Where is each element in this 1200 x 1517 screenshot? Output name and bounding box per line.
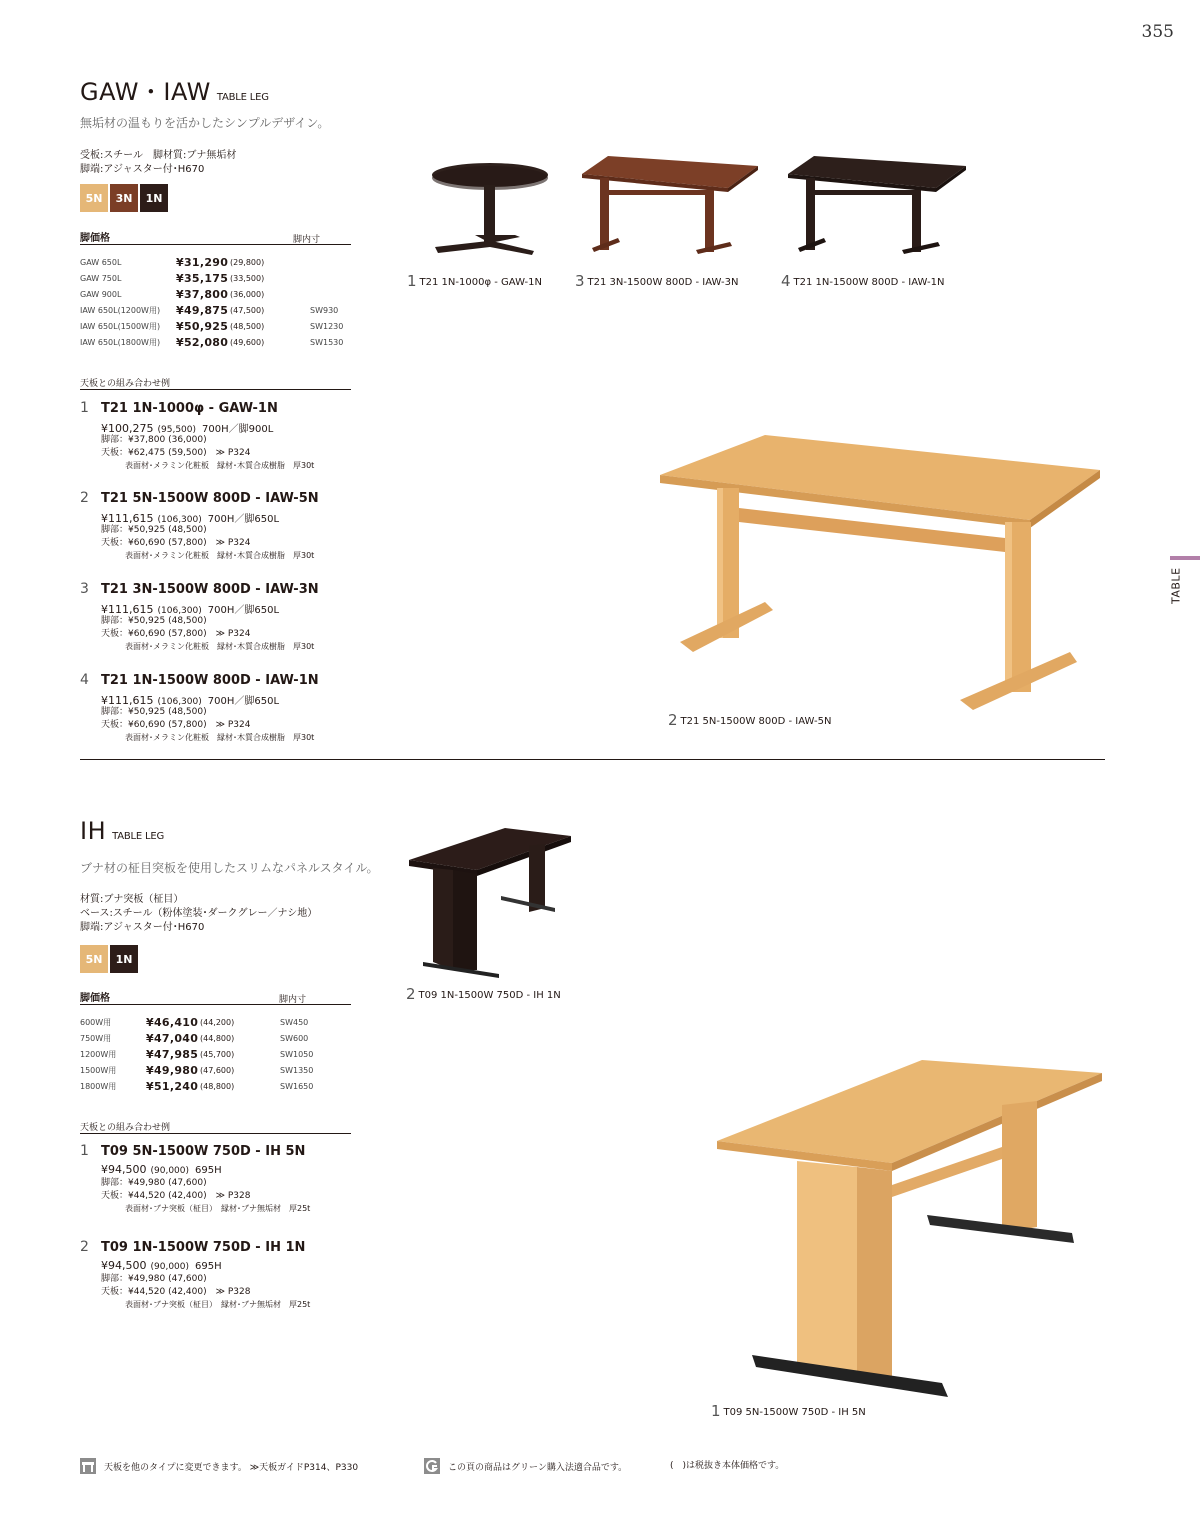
- row-code: SW600: [280, 1033, 309, 1043]
- price-row: [80, 302, 351, 318]
- footer-note-text: 天板を他のタイプに変更できます。 ≫天板ガイドP314、P330: [104, 1462, 359, 1473]
- row-code: SW450: [280, 1017, 309, 1027]
- combo-tax: (106,300): [157, 697, 202, 707]
- price-row: [80, 1030, 351, 1046]
- caption-text: T21 1N-1000φ - GAW-1N: [419, 277, 542, 288]
- combo-price-line: [101, 1163, 222, 1176]
- gaw-combo-2: [80, 490, 360, 570]
- price-row: [80, 334, 351, 350]
- row-code: SW1230: [310, 321, 344, 331]
- rect-table-1n-image: [784, 150, 974, 260]
- combo-price: ¥111,615: [101, 603, 154, 616]
- footer-note-text: ( )は税抜き本体価格です。: [670, 1461, 785, 1471]
- combo-top-price: 天板：¥44,520 (42,400) ≫ P328: [101, 1287, 251, 1297]
- inner-head: 脚内寸: [279, 995, 307, 1005]
- combo-leg-price: 脚部：¥50,925 (48,500): [101, 525, 207, 535]
- combo-number: 4: [80, 672, 89, 688]
- ih-price-table: [80, 1014, 351, 1094]
- row-tax: (48,500): [230, 321, 265, 331]
- row-tax: (44,200): [200, 1017, 235, 1027]
- ih-title: [80, 817, 164, 845]
- combo-top-price: 天板：¥62,475 (59,500) ≫ P324: [101, 448, 251, 458]
- row-price: ¥52,080: [176, 335, 229, 349]
- combo-material: 表面材･ブナ突板（柾目） 縁材･ブナ無垢材 厚25t: [125, 1204, 311, 1213]
- ih-spec-line: 脚端:アジャスター付･H670: [80, 922, 205, 933]
- swatch-3n: 3N: [110, 184, 138, 212]
- ih-catchphrase: ブナ材の柾目突板を使用したスリムなパネルスタイル。: [80, 861, 379, 875]
- ih-color-swatches: [80, 945, 138, 973]
- row-price: ¥47,040: [146, 1031, 199, 1045]
- gaw-price-table-header: [80, 229, 351, 245]
- row-code: SW930: [310, 305, 339, 315]
- row-code: SW1350: [280, 1065, 314, 1075]
- combo-leg-price: 脚部：¥50,925 (48,500): [101, 707, 207, 717]
- ih-subtitle: TABLE LEG: [112, 831, 165, 842]
- gaw-combo-4: [80, 672, 360, 752]
- row-name: 1800W用: [80, 1081, 117, 1091]
- combo-price-line: [101, 1259, 222, 1272]
- row-price: ¥31,290: [176, 255, 229, 269]
- combo-number: 1: [80, 1143, 89, 1159]
- ih-table-light-image: [712, 1055, 1107, 1405]
- swatch-5n: 5N: [80, 184, 108, 212]
- side-index-tab: [1170, 556, 1200, 560]
- combo-size: 700H／脚650L: [207, 696, 280, 707]
- caption-number: 2: [406, 985, 416, 1003]
- gaw-spec: [80, 149, 236, 177]
- combo-size: 700H／脚900L: [202, 424, 274, 435]
- ih-spec: [80, 893, 317, 935]
- combo-title: T21 5N-1500W 800D - IAW-5N: [101, 491, 319, 506]
- caption-iaw-4: [781, 272, 944, 290]
- gaw-catchphrase: 無垢材の温もりを活かしたシンプルデザイン。: [80, 116, 330, 130]
- gaw-combo-1: [80, 400, 360, 480]
- footer-note-tax: [670, 1458, 784, 1471]
- side-index-label: TABLE: [1169, 567, 1183, 605]
- price-row: [80, 270, 351, 286]
- caption-text: T09 1N-1500W 750D - IH 1N: [418, 990, 561, 1001]
- row-price: ¥37,800: [176, 287, 229, 301]
- combo-tax: (106,300): [157, 515, 202, 525]
- combo-size: 695H: [195, 1261, 222, 1272]
- caption-number: 4: [781, 272, 791, 290]
- row-name: 750W用: [80, 1033, 112, 1043]
- caption-gaw-1: [407, 272, 542, 290]
- ih-combo-1: [80, 1143, 360, 1223]
- gaw-spec-line: 受板:スチール 脚材質:ブナ無垢材: [80, 150, 237, 161]
- row-name: IAW 650L(1500W用): [80, 321, 161, 331]
- price-row: [80, 1062, 351, 1078]
- gaw-color-swatches: [80, 184, 168, 212]
- row-tax: (45,700): [200, 1049, 235, 1059]
- row-tax: (44,800): [200, 1033, 235, 1043]
- caption-iaw-2: [668, 711, 831, 729]
- price-row: [80, 1014, 351, 1030]
- swatch-5n: 5N: [80, 945, 108, 973]
- combo-leg-price: 脚部：¥50,925 (48,500): [101, 616, 207, 626]
- combo-number: 1: [80, 400, 89, 416]
- combo-top-price: 天板：¥60,690 (57,800) ≫ P324: [101, 720, 251, 730]
- ih-spec-line: ベース:スチール（粉体塗装･ダークグレー／ナシ地）: [80, 908, 318, 919]
- ih-title-text: IH: [80, 817, 107, 845]
- caption-number: 2: [668, 711, 678, 729]
- combo-top-price: 天板：¥60,690 (57,800) ≫ P324: [101, 538, 251, 548]
- price-row: [80, 1078, 351, 1094]
- round-table-dark-image: [420, 155, 560, 265]
- combo-title: T21 3N-1500W 800D - IAW-3N: [101, 582, 319, 597]
- row-tax: (47,500): [230, 305, 265, 315]
- table-top-change-icon: [80, 1458, 96, 1474]
- rect-table-5n-image: [655, 430, 1105, 715]
- price-row: [80, 254, 351, 270]
- price-row: [80, 286, 351, 302]
- combo-price-line: [101, 692, 279, 707]
- ih-price-table-header: [80, 989, 351, 1005]
- caption-number: 1: [407, 272, 417, 290]
- row-tax: (49,600): [230, 337, 265, 347]
- combo-tax: (95,500): [157, 425, 197, 435]
- combo-size: 695H: [195, 1165, 222, 1176]
- caption-text: T21 3N-1500W 800D - IAW-3N: [587, 277, 739, 288]
- combo-material: 表面材･ブナ突板（柾目） 縁材･ブナ無垢材 厚25t: [125, 1300, 311, 1309]
- gaw-subtitle: TABLE LEG: [216, 92, 269, 103]
- combo-price-line: [101, 601, 279, 616]
- caption-ih-2: [406, 985, 561, 1003]
- caption-number: 1: [711, 1402, 721, 1420]
- caption-number: 3: [575, 272, 585, 290]
- ih-combo-2: [80, 1239, 360, 1319]
- swatch-1n: 1N: [110, 945, 138, 973]
- row-price: ¥47,985: [146, 1047, 199, 1061]
- row-price: ¥35,175: [176, 271, 229, 285]
- combo-title: T21 1N-1500W 800D - IAW-1N: [101, 673, 319, 688]
- footer-note-green: [424, 1458, 627, 1474]
- gaw-spec-line: 脚端:アジャスター付･H670: [80, 164, 205, 175]
- row-price: ¥49,980: [146, 1063, 199, 1077]
- row-name: IAW 650L(1200W用): [80, 305, 161, 315]
- row-tax: (48,800): [200, 1081, 235, 1091]
- combo-title: T09 5N-1500W 750D - IH 5N: [101, 1144, 306, 1159]
- gaw-combo-header: 天板との組み合わせ例: [80, 376, 351, 390]
- combo-material: 表面材･メラミン化粧板 縁材･木質合成樹脂 厚30t: [125, 461, 315, 470]
- combo-price: ¥94,500: [101, 1259, 147, 1272]
- combo-leg-price: 脚部：¥37,800 (36,000): [101, 435, 207, 445]
- row-name: 1500W用: [80, 1065, 117, 1075]
- combo-size: 700H／脚650L: [207, 605, 280, 616]
- green-purchase-icon: [424, 1458, 440, 1474]
- row-name: GAW 900L: [80, 289, 122, 299]
- caption-text: T21 5N-1500W 800D - IAW-5N: [680, 716, 832, 727]
- row-name: 600W用: [80, 1017, 112, 1027]
- combo-price-line: [101, 420, 273, 435]
- gaw-combo-3: [80, 581, 360, 661]
- combo-top-price: 天板：¥44,520 (42,400) ≫ P328: [101, 1191, 251, 1201]
- combo-material: 表面材･メラミン化粧板 縁材･木質合成樹脂 厚30t: [125, 551, 315, 560]
- footer-note-top-change: [80, 1458, 358, 1474]
- row-tax: (36,000): [230, 289, 265, 299]
- combo-number: 3: [80, 581, 89, 597]
- combo-size: 700H／脚650L: [207, 514, 280, 525]
- row-name: IAW 650L(1800W用): [80, 337, 161, 347]
- row-code: SW1650: [280, 1081, 314, 1091]
- combo-number: 2: [80, 1239, 89, 1255]
- row-name: GAW 750L: [80, 273, 122, 283]
- combo-price: ¥111,615: [101, 694, 154, 707]
- price-row: [80, 1046, 351, 1062]
- ih-combo-header: 天板との組み合わせ例: [80, 1120, 351, 1134]
- row-price: ¥49,875: [176, 303, 229, 317]
- combo-material: 表面材･メラミン化粧板 縁材･木質合成樹脂 厚30t: [125, 733, 315, 742]
- row-price: ¥51,240: [146, 1079, 199, 1093]
- combo-title: T21 1N-1000φ - GAW-1N: [101, 401, 278, 416]
- combo-tax: (90,000): [150, 1166, 190, 1176]
- caption-text: T09 5N-1500W 750D - IH 5N: [723, 1407, 866, 1418]
- combo-top-price: 天板：¥60,690 (57,800) ≫ P324: [101, 629, 251, 639]
- caption-text: T21 1N-1500W 800D - IAW-1N: [793, 277, 945, 288]
- price-row: [80, 318, 351, 334]
- caption-ih-1: [711, 1402, 866, 1420]
- ih-spec-line: 材質:ブナ突板（柾目）: [80, 894, 184, 905]
- row-code: SW1050: [280, 1049, 314, 1059]
- row-tax: (29,800): [230, 257, 265, 267]
- page-number: 355: [1141, 22, 1174, 42]
- row-price: ¥50,925: [176, 319, 229, 333]
- rect-table-3n-image: [578, 150, 768, 260]
- gaw-title: [80, 72, 269, 107]
- combo-number: 2: [80, 490, 89, 506]
- row-name: GAW 650L: [80, 257, 122, 267]
- gaw-title-text: GAW・IAW: [80, 78, 211, 106]
- combo-price: ¥111,615: [101, 512, 154, 525]
- gaw-price-table: [80, 254, 351, 350]
- row-name: 1200W用: [80, 1049, 117, 1059]
- caption-iaw-3: [575, 272, 738, 290]
- combo-tax: (90,000): [150, 1262, 190, 1272]
- combo-leg-price: 脚部：¥49,980 (47,600): [101, 1274, 207, 1284]
- combo-leg-price: 脚部：¥49,980 (47,600): [101, 1178, 207, 1188]
- inner-head: 脚内寸: [293, 235, 321, 245]
- combo-material: 表面材･メラミン化粧板 縁材･木質合成樹脂 厚30t: [125, 642, 315, 651]
- combo-price: ¥94,500: [101, 1163, 147, 1176]
- row-tax: (47,600): [200, 1065, 235, 1075]
- swatch-1n: 1N: [140, 184, 168, 212]
- footer-note-text: この頁の商品はグリーン購入法適合品です。: [448, 1462, 628, 1473]
- combo-tax: (106,300): [157, 606, 202, 616]
- row-tax: (33,500): [230, 273, 265, 283]
- combo-title: T09 1N-1500W 750D - IH 1N: [101, 1240, 306, 1255]
- section-divider: [80, 759, 1105, 760]
- ih-table-dark-image: [405, 822, 575, 982]
- price-head: 脚価格: [80, 233, 110, 244]
- row-code: SW1530: [310, 337, 344, 347]
- row-price: ¥46,410: [146, 1015, 199, 1029]
- combo-price: ¥100,275: [101, 422, 154, 435]
- combo-price-line: [101, 510, 279, 525]
- price-head: 脚価格: [80, 993, 110, 1004]
